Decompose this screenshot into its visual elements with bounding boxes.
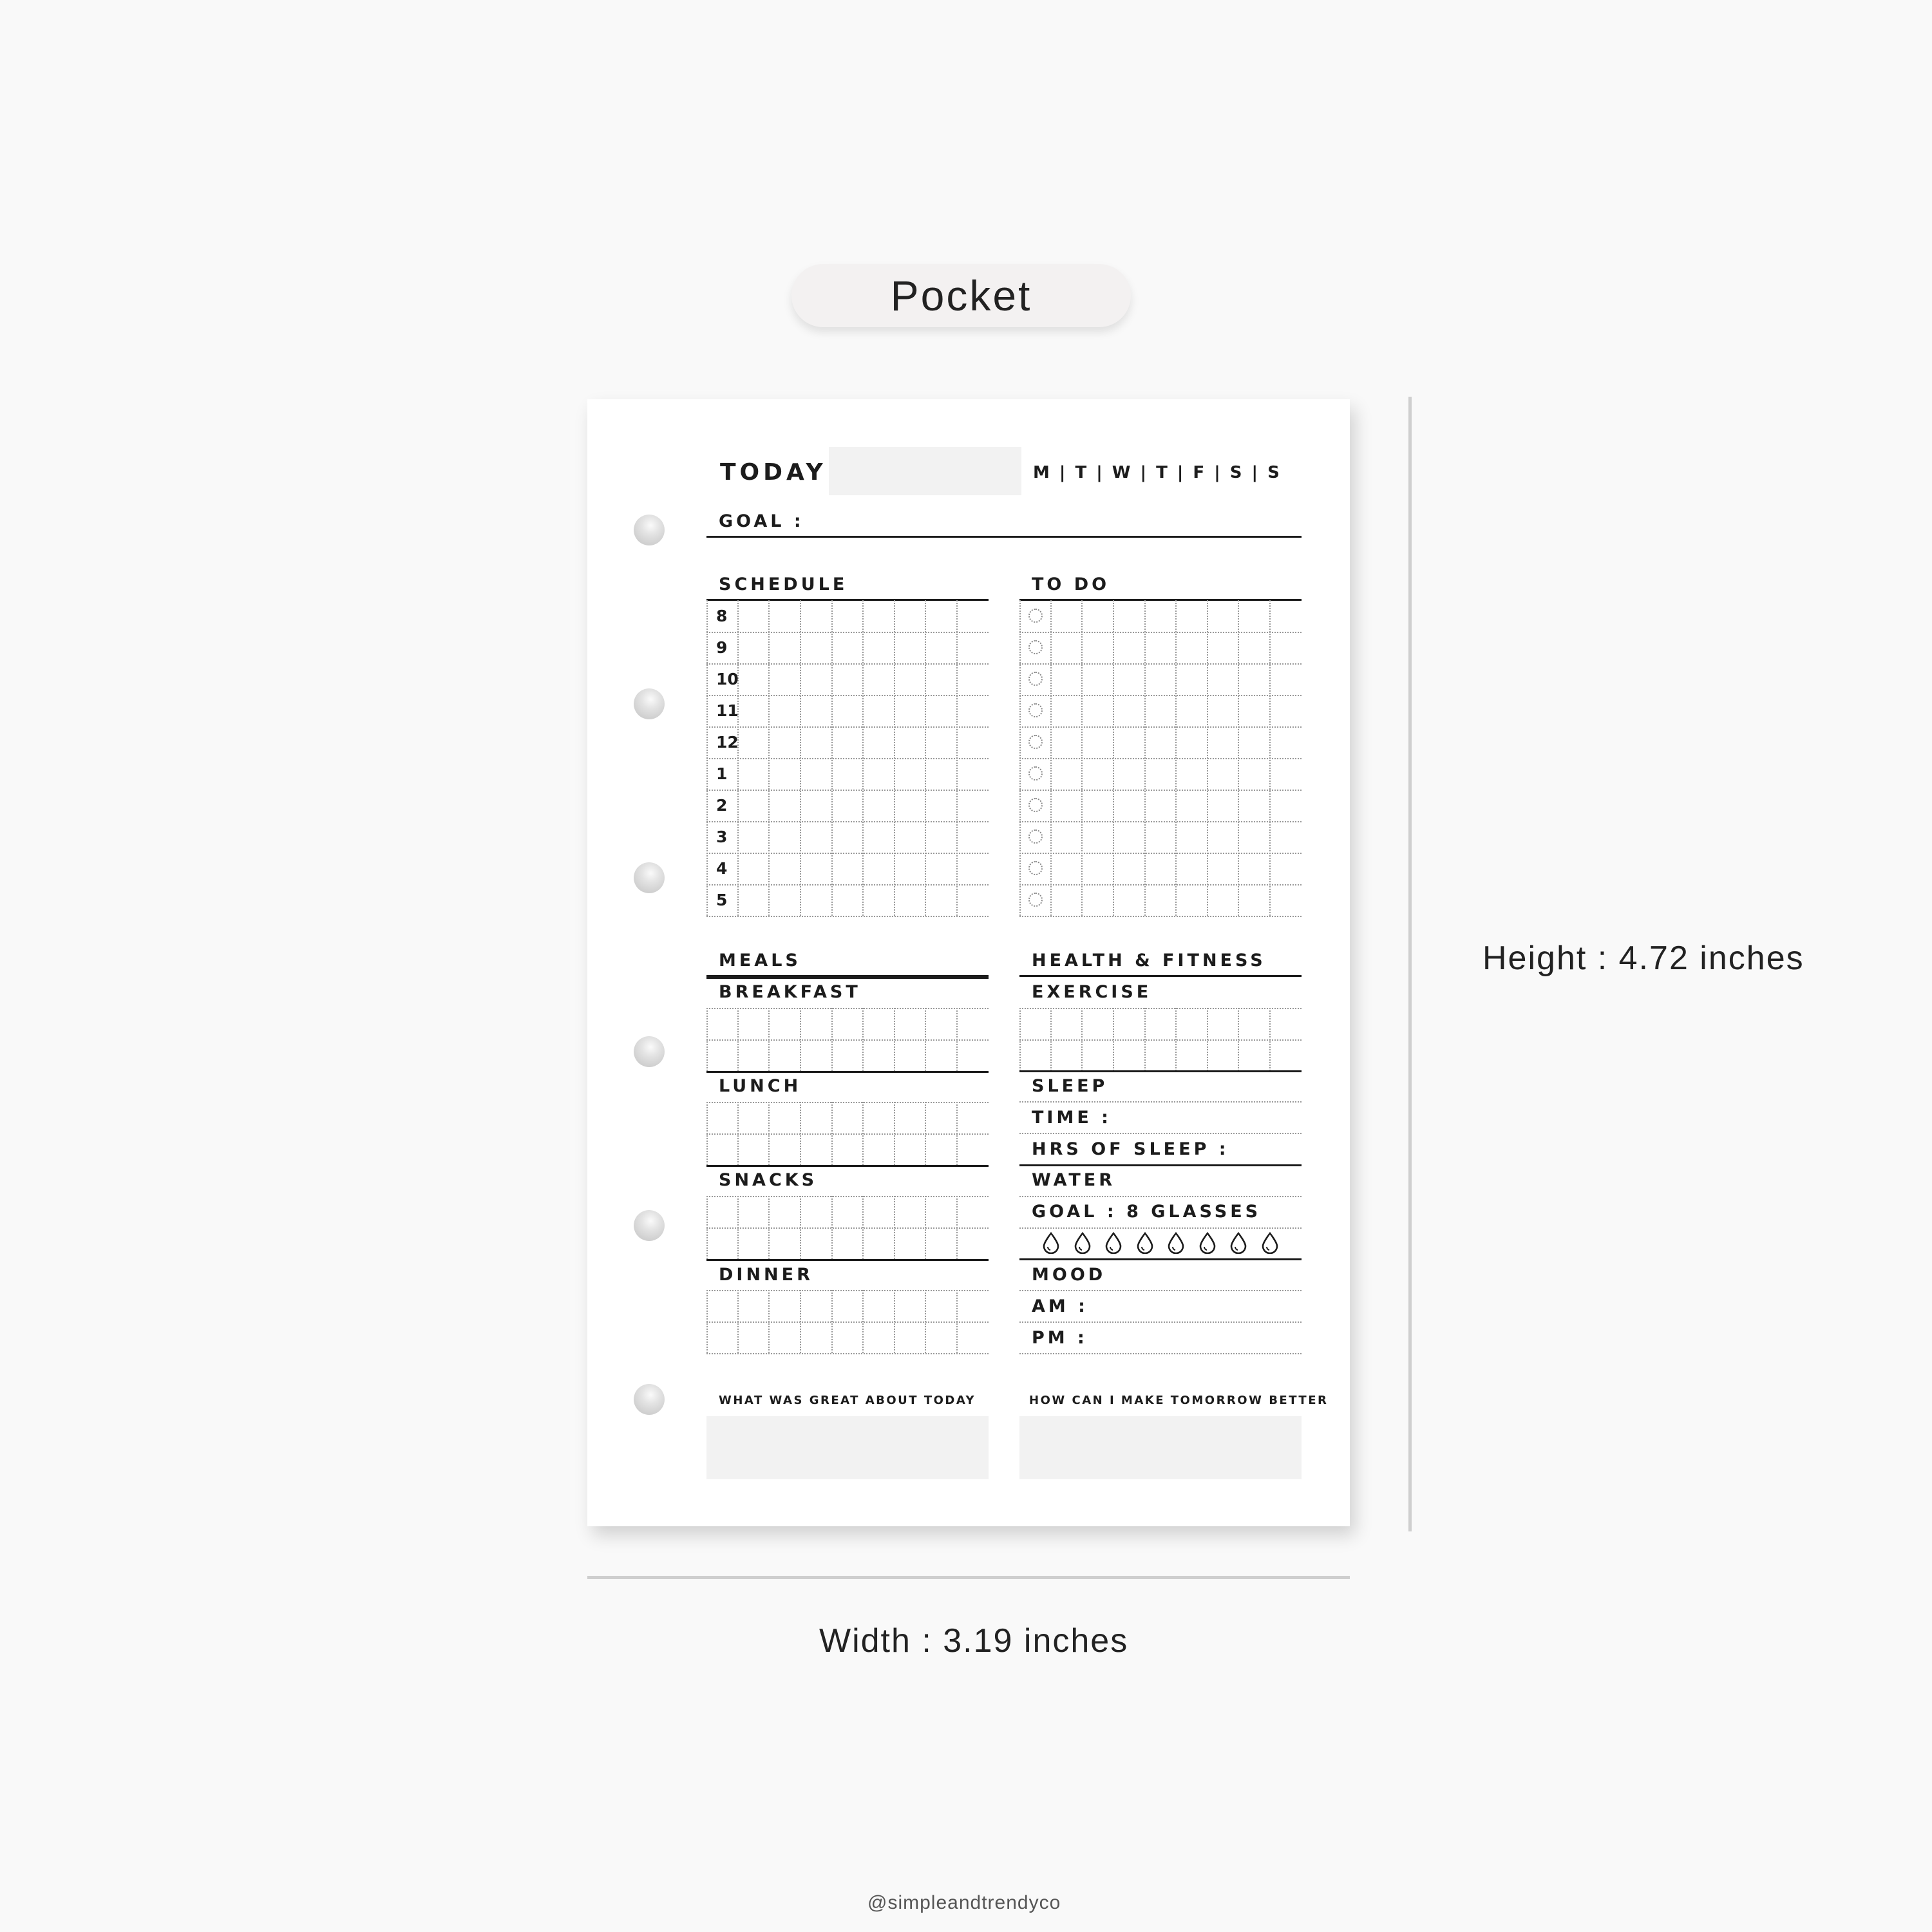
today-label: TODAY	[720, 459, 827, 486]
schedule-hour: 3	[716, 828, 728, 846]
grid-column-line	[831, 600, 833, 916]
grid-row-line	[1019, 821, 1302, 822]
todo-checkbox[interactable]	[1028, 861, 1043, 875]
mood-am-label: AM :	[1032, 1296, 1088, 1316]
water-drop-icon[interactable]	[1261, 1232, 1279, 1254]
grid-row-line	[1019, 916, 1302, 917]
grid-row-line	[1019, 632, 1302, 633]
height-label: Height : 4.72 inches	[1482, 940, 1804, 977]
binder-hole	[634, 1384, 665, 1415]
grid-row-line	[706, 758, 989, 759]
exercise-grid-column	[1269, 1008, 1271, 1071]
date-input[interactable]	[829, 447, 1021, 495]
meal-grid-column	[737, 1290, 739, 1353]
todo-checkbox[interactable]	[1028, 703, 1043, 717]
meal-line	[706, 1353, 989, 1354]
grid-row-line	[1019, 726, 1302, 728]
grid-column-line	[1144, 600, 1146, 916]
grid-column-line	[1207, 600, 1208, 916]
schedule-hour: 10	[716, 670, 739, 688]
meal-line	[706, 1102, 989, 1103]
snacks-label: SNACKS	[719, 1170, 818, 1190]
todo-checkbox[interactable]	[1028, 735, 1043, 749]
exercise-grid-column	[1144, 1008, 1146, 1071]
meal-line	[706, 1039, 989, 1041]
sleep-time-label: TIME :	[1032, 1108, 1112, 1128]
grid-column-line	[706, 600, 708, 916]
health-line	[1019, 1227, 1302, 1229]
meal-grid-column	[768, 1196, 770, 1259]
meal-grid-column	[768, 1102, 770, 1165]
grid-row-line	[1019, 790, 1302, 791]
meal-grid-column	[862, 1290, 864, 1353]
health-line	[1019, 1353, 1302, 1354]
width-label: Width : 3.19 inches	[819, 1622, 1129, 1660]
grid-row-line	[706, 695, 989, 696]
meal-line	[706, 1133, 989, 1135]
water-drop-icon[interactable]	[1136, 1232, 1154, 1254]
meal-grid-column	[768, 1008, 770, 1071]
health-line	[1019, 1101, 1302, 1103]
health-line	[1019, 1133, 1302, 1134]
meal-grid-column	[862, 1196, 864, 1259]
meal-grid-column	[894, 1102, 895, 1165]
water-drop-icon[interactable]	[1042, 1232, 1060, 1254]
grid-row-line	[1019, 758, 1302, 759]
breakfast-label: BREAKFAST	[719, 982, 861, 1002]
grid-column-line	[894, 600, 895, 916]
grid-row-line	[706, 821, 989, 822]
schedule-title: SCHEDULE	[719, 574, 848, 594]
meal-section-rule	[706, 977, 989, 979]
mood-label: MOOD	[1032, 1265, 1106, 1285]
health-section-rule	[1019, 1070, 1302, 1072]
width-dimension-line	[587, 1576, 1350, 1579]
binder-hole	[634, 515, 665, 545]
schedule-hour: 11	[716, 701, 739, 720]
exercise-grid-column	[1207, 1008, 1208, 1071]
meal-grid-column	[831, 1008, 833, 1071]
meal-grid-column	[894, 1290, 895, 1353]
exercise-grid-column	[1019, 1008, 1021, 1071]
water-drop-icon[interactable]	[1104, 1232, 1122, 1254]
schedule-hour: 8	[716, 607, 728, 625]
schedule-hour: 1	[716, 764, 728, 783]
water-drop-icon[interactable]	[1198, 1232, 1217, 1254]
meal-grid-column	[925, 1008, 926, 1071]
water-label: WATER	[1032, 1170, 1116, 1190]
exercise-grid-column	[1175, 1008, 1177, 1071]
meal-section-rule	[706, 1259, 989, 1261]
grid-column-line	[956, 600, 958, 916]
meal-grid-column	[737, 1008, 739, 1071]
meals-title: MEALS	[719, 951, 801, 971]
meal-grid-column	[800, 1008, 801, 1071]
health-section-rule	[1019, 1164, 1302, 1166]
meal-line	[706, 1227, 989, 1229]
meal-grid-column	[831, 1196, 833, 1259]
meal-grid-column	[925, 1196, 926, 1259]
grid-column-line	[737, 600, 739, 916]
meal-grid-column	[925, 1102, 926, 1165]
meal-grid-column	[956, 1102, 958, 1165]
water-drop-icon[interactable]	[1074, 1232, 1092, 1254]
exercise-grid-column	[1050, 1008, 1052, 1071]
schedule-hour: 12	[716, 733, 739, 752]
dinner-label: DINNER	[719, 1265, 813, 1285]
meal-line	[706, 1321, 989, 1323]
grid-row-line	[706, 884, 989, 886]
health-fitness-title: HEALTH & FITNESS	[1032, 951, 1266, 971]
tomorrow-better-box[interactable]	[1019, 1416, 1302, 1479]
meal-grid-column	[925, 1290, 926, 1353]
schedule-hour: 2	[716, 796, 728, 815]
grid-row-line	[706, 790, 989, 791]
grid-column-line	[800, 600, 801, 916]
meal-section-rule	[706, 1071, 989, 1073]
water-drop-icon[interactable]	[1167, 1232, 1185, 1254]
health-rule	[1019, 975, 1302, 977]
schedule-hour: 9	[716, 638, 728, 657]
grid-column-line	[925, 600, 926, 916]
meal-line	[706, 1290, 989, 1291]
great-today-label: WHAT WAS GREAT ABOUT TODAY	[719, 1394, 976, 1407]
health-line	[1019, 1290, 1302, 1291]
exercise-grid-column	[1238, 1008, 1239, 1071]
meal-grid-column	[706, 1008, 708, 1071]
meal-grid-column	[800, 1290, 801, 1353]
exercise-line	[1019, 1008, 1302, 1009]
height-dimension-line	[1408, 397, 1412, 1531]
meal-line	[706, 1008, 989, 1009]
sleep-label: SLEEP	[1032, 1076, 1108, 1096]
great-today-box[interactable]	[706, 1416, 989, 1479]
exercise-label: EXERCISE	[1032, 982, 1152, 1002]
exercise-grid-column	[1113, 1008, 1114, 1071]
meal-grid-column	[894, 1196, 895, 1259]
meal-grid-column	[956, 1290, 958, 1353]
grid-row-line	[706, 632, 989, 633]
grid-column-line	[1238, 600, 1239, 916]
grid-top-rule	[706, 599, 989, 601]
meal-grid-column	[768, 1290, 770, 1353]
hrs-of-sleep-label: HRS OF SLEEP :	[1032, 1139, 1229, 1159]
page-title: Pocket	[791, 264, 1131, 327]
meal-grid-column	[706, 1290, 708, 1353]
grid-row-line	[706, 726, 989, 728]
exercise-line	[1019, 1039, 1302, 1041]
todo-checkbox[interactable]	[1028, 798, 1043, 812]
health-section-rule	[1019, 1258, 1302, 1260]
meal-grid-column	[894, 1008, 895, 1071]
binder-hole	[634, 1036, 665, 1067]
credit-handle: @simpleandtrendyco	[867, 1892, 1061, 1913]
tomorrow-better-label: HOW CAN I MAKE TOMORROW BETTER	[1029, 1394, 1329, 1407]
health-line	[1019, 1196, 1302, 1197]
grid-column-line	[1113, 600, 1114, 916]
binder-hole	[634, 862, 665, 893]
water-drop-icon[interactable]	[1229, 1232, 1247, 1254]
todo-checkbox[interactable]	[1028, 893, 1043, 907]
todo-checkbox[interactable]	[1028, 640, 1043, 654]
lunch-label: LUNCH	[719, 1076, 802, 1096]
meals-rule	[706, 975, 989, 977]
binder-hole	[634, 1210, 665, 1241]
mood-pm-label: PM :	[1032, 1328, 1088, 1348]
todo-checkbox[interactable]	[1028, 766, 1043, 781]
grid-column-line	[1269, 600, 1271, 916]
grid-row-line	[1019, 853, 1302, 854]
meal-grid-column	[956, 1008, 958, 1071]
grid-column-line	[1019, 600, 1021, 916]
health-line	[1019, 1321, 1302, 1323]
goal-label: GOAL :	[719, 511, 804, 531]
todo-checkbox[interactable]	[1028, 609, 1043, 623]
meal-grid-column	[862, 1102, 864, 1165]
weekday-selector[interactable]: M | T | W | T | F | S | S	[1033, 463, 1282, 482]
schedule-hour: 4	[716, 859, 728, 878]
meal-grid-column	[706, 1196, 708, 1259]
meal-grid-column	[706, 1102, 708, 1165]
meal-grid-column	[831, 1102, 833, 1165]
meal-grid-column	[831, 1290, 833, 1353]
schedule-hour: 5	[716, 891, 728, 909]
meal-grid-column	[800, 1196, 801, 1259]
grid-column-line	[1175, 600, 1177, 916]
goal-line[interactable]	[706, 536, 1302, 538]
grid-row-line	[706, 916, 989, 917]
meal-grid-column	[862, 1008, 864, 1071]
todo-checkbox[interactable]	[1028, 829, 1043, 844]
meal-grid-column	[737, 1196, 739, 1259]
grid-row-line	[706, 853, 989, 854]
meal-grid-column	[737, 1102, 739, 1165]
grid-row-line	[1019, 663, 1302, 665]
todo-title: TO DO	[1032, 574, 1110, 594]
meal-section-rule	[706, 1165, 989, 1167]
todo-checkbox[interactable]	[1028, 672, 1043, 686]
meal-grid-column	[800, 1102, 801, 1165]
binder-hole	[634, 688, 665, 719]
grid-top-rule	[1019, 599, 1302, 601]
grid-column-line	[1081, 600, 1083, 916]
meal-line	[706, 1196, 989, 1197]
grid-row-line	[1019, 695, 1302, 696]
grid-column-line	[1050, 600, 1052, 916]
grid-column-line	[768, 600, 770, 916]
grid-row-line	[706, 663, 989, 665]
grid-column-line	[862, 600, 864, 916]
meal-grid-column	[956, 1196, 958, 1259]
exercise-grid-column	[1081, 1008, 1083, 1071]
grid-row-line	[1019, 884, 1302, 886]
water-goal-label: GOAL : 8 GLASSES	[1032, 1202, 1262, 1222]
